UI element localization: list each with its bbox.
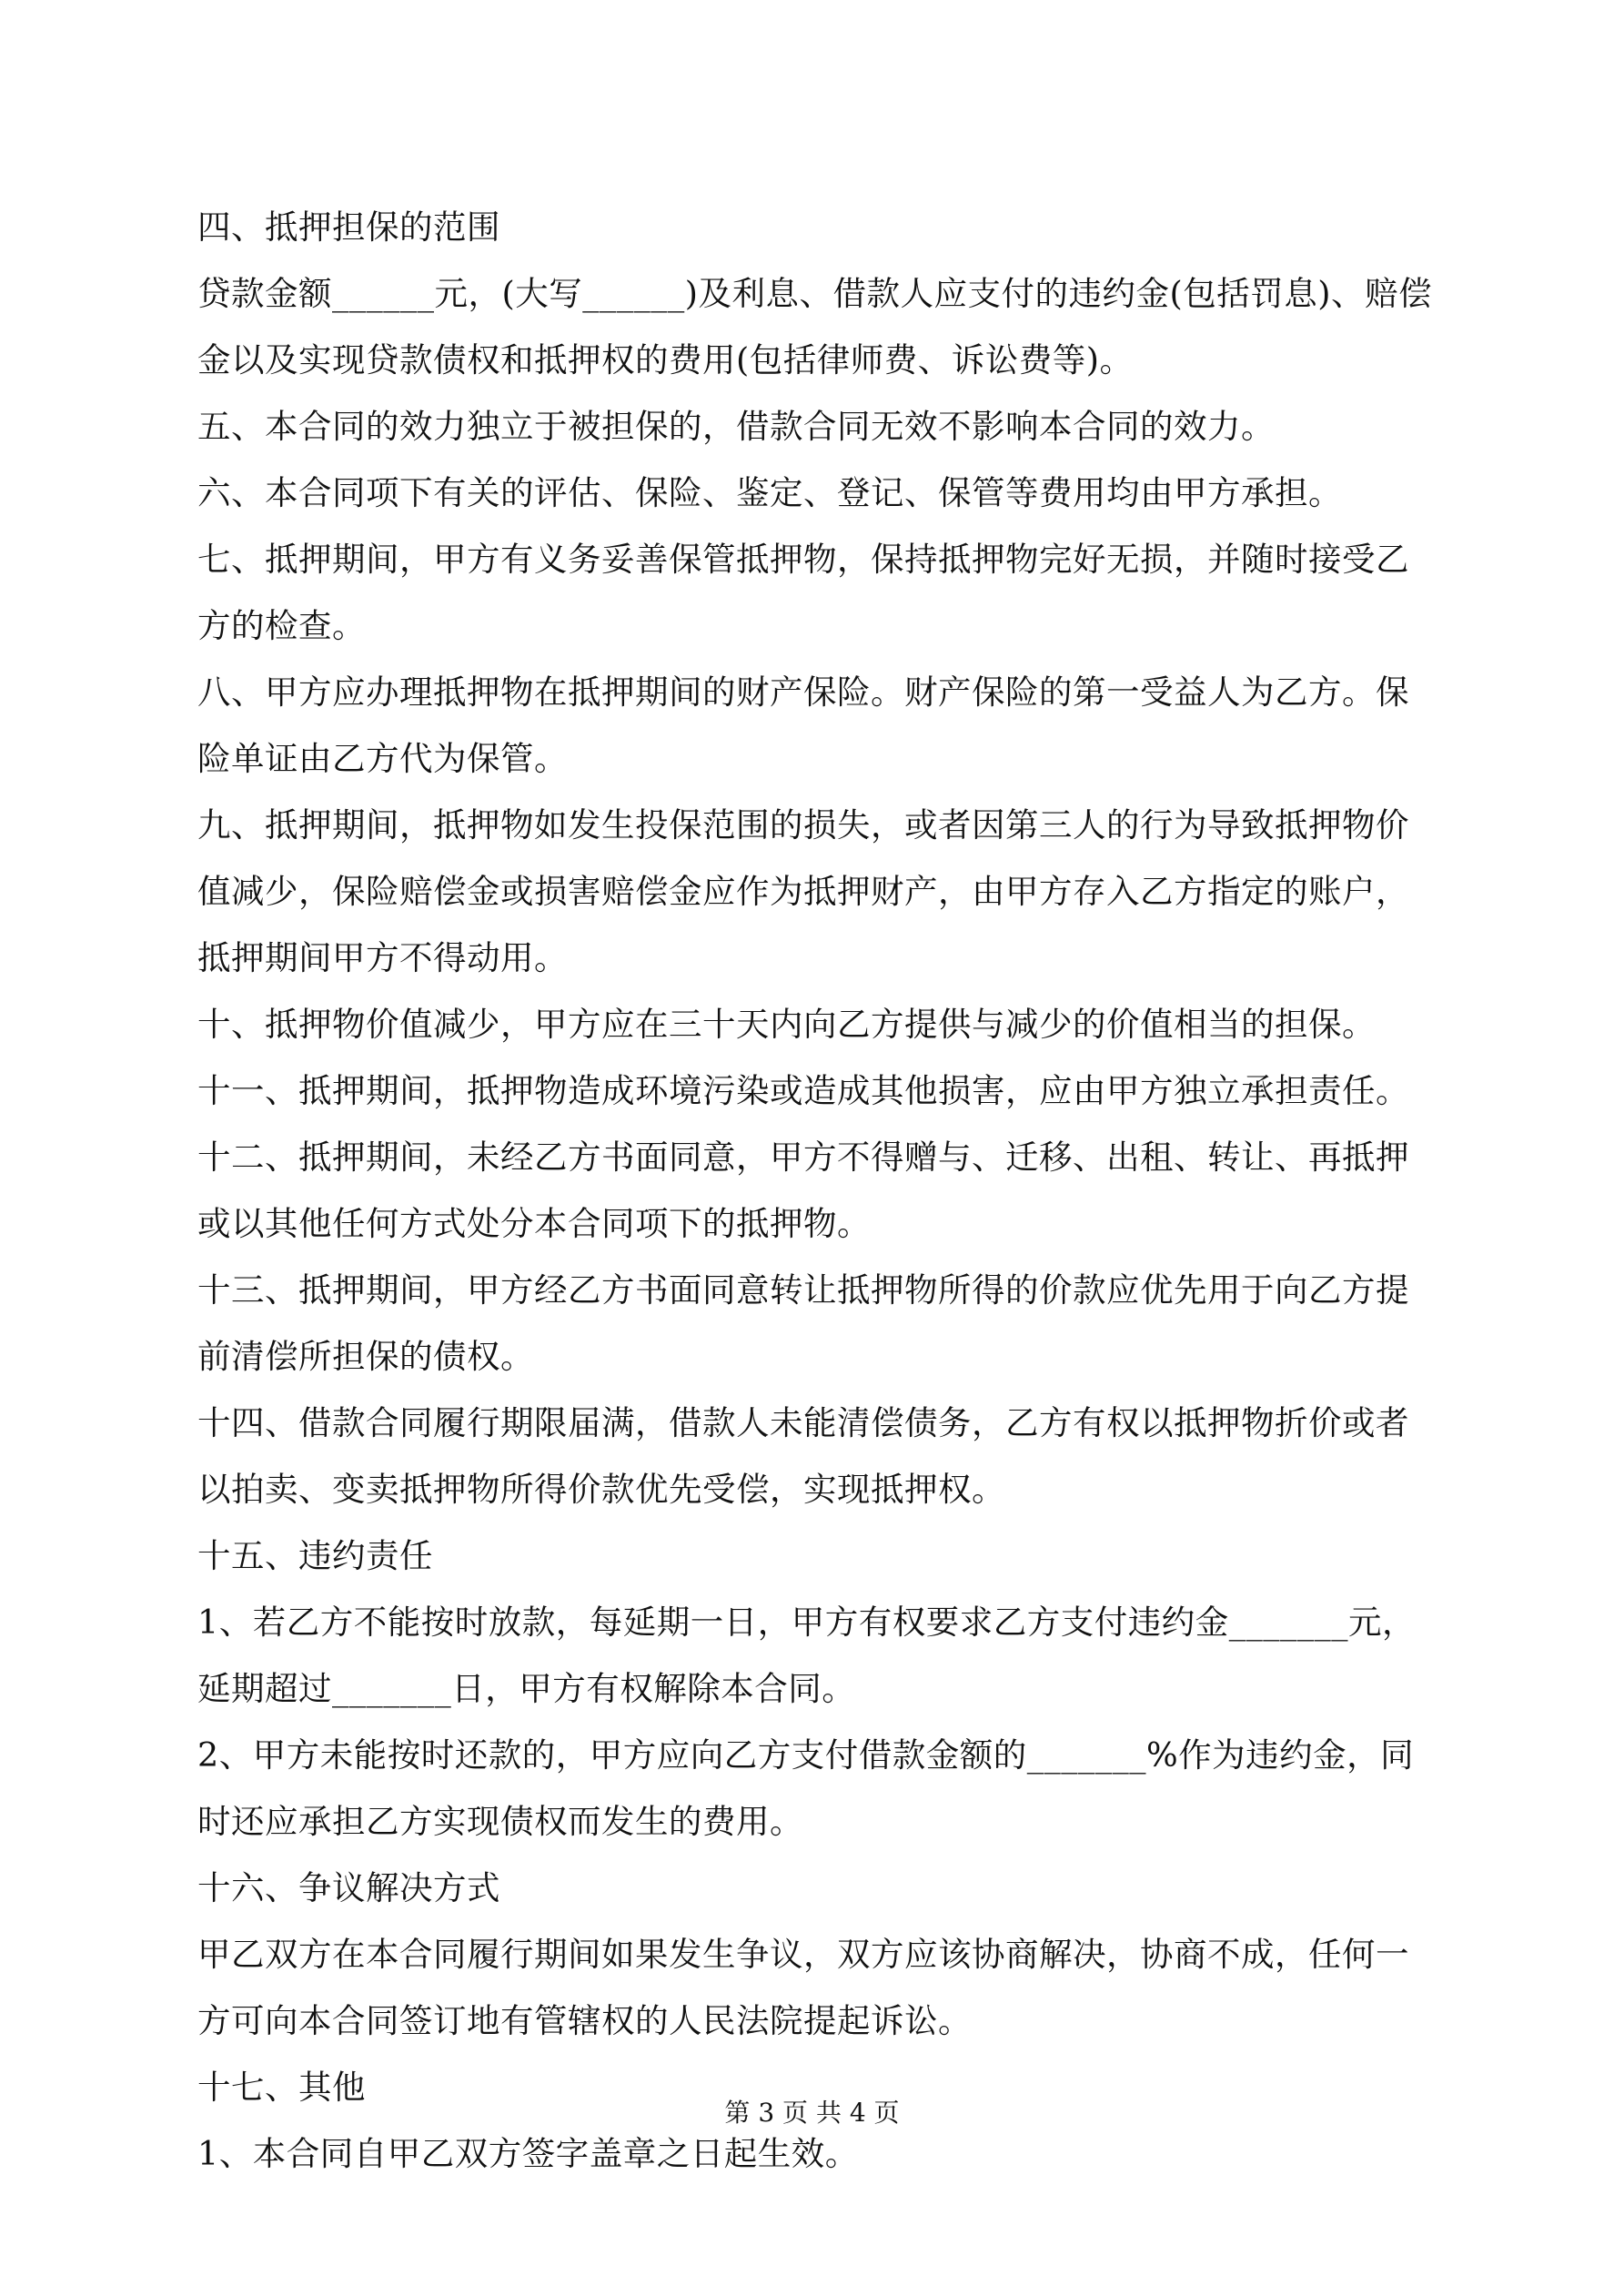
paragraph-fees: 六、本合同项下有关的评估、保险、鉴定、登记、保管等费用均由甲方承担。 xyxy=(197,473,1342,512)
section-heading-liability: 十五、违约责任 xyxy=(197,1536,433,1575)
paragraph-effective: 1、本合同自甲乙双方签字盖章之日起生效。 xyxy=(197,2134,859,2173)
section-heading-dispute: 十六、争议解决方式 xyxy=(197,1868,500,1907)
section-heading-other: 十七、其他 xyxy=(197,2068,366,2107)
paragraph-disposal: 十二、抵押期间，未经乙方书面同意，甲方不得赠与、迁移、出租、转让、再抵押或以其他任何方式处分本合同项下的抵押物。 xyxy=(197,1138,1409,1243)
paragraph-insurance: 八、甲方应办理抵押物在抵押期间的财产保险。财产保险的第一受益人为乙方。保险单证由乙方代为保管。 xyxy=(197,673,1409,778)
paragraph-custody: 七、抵押期间，甲方有义务妥善保管抵押物，保持抵押物完好无损，并随时接受乙方的检查。 xyxy=(197,540,1409,645)
paragraph-liability-1: 1、若乙方不能按时放款，每延期一日，甲方有权要求乙方支付违约金_______元，延期超过_______日，甲方有权解除本合同。 xyxy=(197,1603,1416,1708)
paragraph-validity: 五、本合同的效力独立于被担保的，借款合同无效不影响本合同的效力。 xyxy=(197,407,1275,446)
paragraph-loan-amount: 贷款金额______元，(大写______)及利息、借款人应支付的违约金(包括罚息)、赔偿金以及实现贷款债权和抵押权的费用(包括律师费、诉讼费等)。 xyxy=(197,274,1432,379)
paragraph-liability-2: 2、甲方未能按时还款的，甲方应向乙方支付借款金额的_______%作为违约金，同时还应承担乙方实现债权而发生的费用。 xyxy=(197,1735,1415,1841)
paragraph-value-decrease: 十、抵押物价值减少，甲方应在三十天内向乙方提供与减少的价值相当的担保。 xyxy=(197,1005,1376,1044)
section-heading-scope: 四、抵押担保的范围 xyxy=(197,207,500,247)
paragraph-realization: 十四、借款合同履行期限届满，借款人未能清偿债务，乙方有权以抵押物折价或者以拍卖、变卖抵押物所得价款优先受偿，实现抵押权。 xyxy=(197,1403,1409,1509)
paragraph-pollution: 十一、抵押期间，抵押物造成环境污染或造成其他损害，应由甲方独立承担责任。 xyxy=(197,1071,1409,1110)
paragraph-transfer: 十三、抵押期间，甲方经乙方书面同意转让抵押物所得的价款应优先用于向乙方提前清偿所担保的债权。 xyxy=(197,1270,1409,1376)
page-number: 第 3 页 共 4 页 xyxy=(724,2098,900,2128)
paragraph-loss: 九、抵押期间，抵押物如发生投保范围的损失，或者因第三人的行为导致抵押物价值减少，保险赔偿金或损害赔偿金应作为抵押财产，由甲方存入乙方指定的账户，抵押期间甲方不得动用。 xyxy=(197,805,1409,977)
paragraph-dispute: 甲乙双方在本合同履行期间如果发生争议，双方应该协商解决，协商不成，任何一方可向本合同签订地有管辖权的人民法院提起诉讼。 xyxy=(197,1935,1409,2040)
document-body xyxy=(197,194,1433,2187)
